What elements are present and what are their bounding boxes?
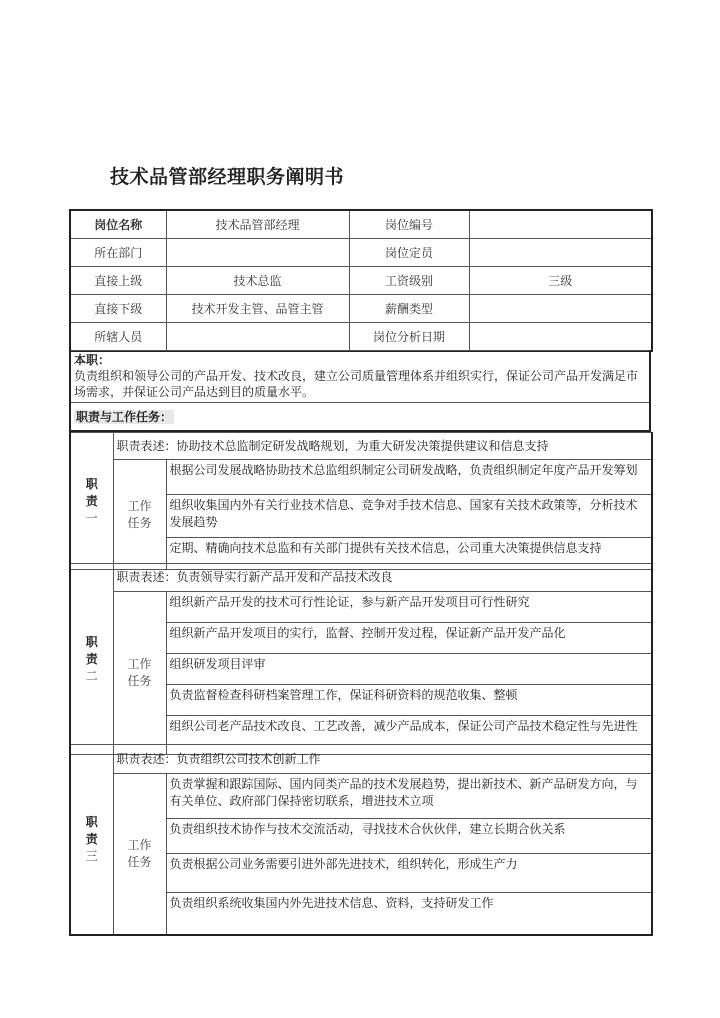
task-item: 负责监督检查科研档案管理工作，保证科研资料的规范收集、整顿: [166, 685, 652, 716]
info-row: [70, 239, 652, 267]
field-value: [469, 323, 652, 352]
task-item: 负责组织技术协作与技术交流活动，寻找技术合伙伙伴，建立长期合伙关系: [166, 819, 652, 854]
field-value: [469, 239, 652, 267]
field-label: 岗位编号: [349, 210, 469, 239]
field-value: [469, 210, 652, 239]
duty-label-char: 一: [85, 510, 98, 525]
duty-label-char: 责: [85, 493, 98, 508]
core-duty-label: 本职：: [74, 353, 111, 367]
field-label: 岗位分析日期: [349, 323, 469, 352]
task-item: 组织公司老产品技术改良、工艺改善，减少产品成本，保证公司产品技术稳定性与先进性: [166, 716, 652, 755]
duty-label-char: 责: [85, 832, 98, 846]
duty-label: [70, 433, 113, 570]
field-label: 工资级别: [349, 267, 469, 295]
duty-label-char: 职: [85, 815, 98, 829]
duty-label: [70, 745, 113, 936]
duty-label: [70, 564, 113, 755]
duty-label-char: 三: [85, 849, 98, 863]
task-item: 组织研发项目评审: [166, 654, 652, 685]
duty-section: [69, 432, 653, 570]
core-duty-text: 负责组织和领导公司的产品开发、技术改良，建立公司质量管理体系并组织实行，保证公司产品开发满足市场需求，并保证公司产品达到目的质量水平。: [74, 369, 639, 399]
field-label: 岗位定员: [349, 239, 469, 267]
duty-statement: 职责表述：负责组织公司技术创新工作: [113, 745, 652, 774]
field-label: 薪酬类型: [349, 295, 469, 323]
task-item: 负责掌握和跟踪国际、国内同类产品的技术发展趋势，提出新技术、新产品研发方向，与有关单位、政府部门保持密切联系，增进技术立项: [166, 774, 652, 819]
field-value: [469, 295, 652, 323]
task-label: [113, 774, 166, 936]
task-item: 组织新产品开发的技术可行性论证，参与新产品开发项目可行性研究: [166, 592, 652, 623]
duties-header: 职责与工作任务：: [76, 409, 173, 424]
info-row: [70, 210, 652, 239]
field-label: 所在部门: [70, 239, 166, 267]
task-label-text: 工作任务: [127, 498, 152, 530]
duty-label-char: 二: [85, 668, 98, 683]
field-value: 技术开发主管、品管主管: [166, 295, 349, 323]
info-row: [70, 295, 652, 323]
field-label: 直接上级: [70, 267, 166, 295]
task-item: 组织收集国内外有关行业技术信息、竞争对手技术信息、国家有关技术政策等，分析技术发展趋势: [166, 495, 652, 538]
task-label-text: 工作任务: [127, 838, 152, 869]
task-item: 组织新产品开发项目的实行，监督、控制开发过程，保证新产品开发产品化: [166, 623, 652, 654]
position-info-table: [69, 209, 653, 352]
field-value: 技术品管部经理: [166, 210, 349, 239]
duty-label-char: 职: [85, 634, 98, 649]
task-item: 负责根据公司业务需要引进外部先进技术，组织转化，形成生产力: [166, 854, 652, 893]
duty-label-char: 责: [85, 651, 98, 666]
field-value: 三级: [469, 267, 652, 295]
field-label: 所辖人员: [70, 323, 166, 352]
field-value: [166, 323, 349, 352]
duty-statement: 职责表述：协助技术总监制定研发战略规划，为重大研发决策提供建议和信息支持: [113, 433, 652, 460]
task-label: [113, 460, 166, 570]
duty-label-char: 职: [85, 476, 98, 491]
duty-section: [69, 563, 653, 755]
duty-statement: 职责表述：负责领导实行新产品开发和产品技术改良: [113, 564, 652, 592]
core-duty-section: [69, 350, 651, 432]
document-title: 技术品管部经理职务阐明书: [110, 166, 345, 188]
task-label-text: 工作任务: [127, 657, 152, 688]
field-label: 直接下级: [70, 295, 166, 323]
task-label: [113, 592, 166, 755]
field-value: [166, 239, 349, 267]
info-row: [70, 323, 652, 352]
field-value: 技术总监: [166, 267, 349, 295]
task-item: 根据公司发展战略协助技术总监组织制定公司研发战略，负责组织制定年度产品开发筹划: [166, 460, 652, 495]
task-item: 负责组织系统收集国内外先进技术信息、资料，支持研发工作: [166, 893, 652, 936]
task-item: 定期、精确向技术总监和有关部门提供有关技术信息，公司重大决策提供信息支持: [166, 538, 652, 570]
duty-section: [69, 744, 653, 936]
info-row: [70, 267, 652, 295]
field-label: 岗位名称: [70, 210, 166, 239]
